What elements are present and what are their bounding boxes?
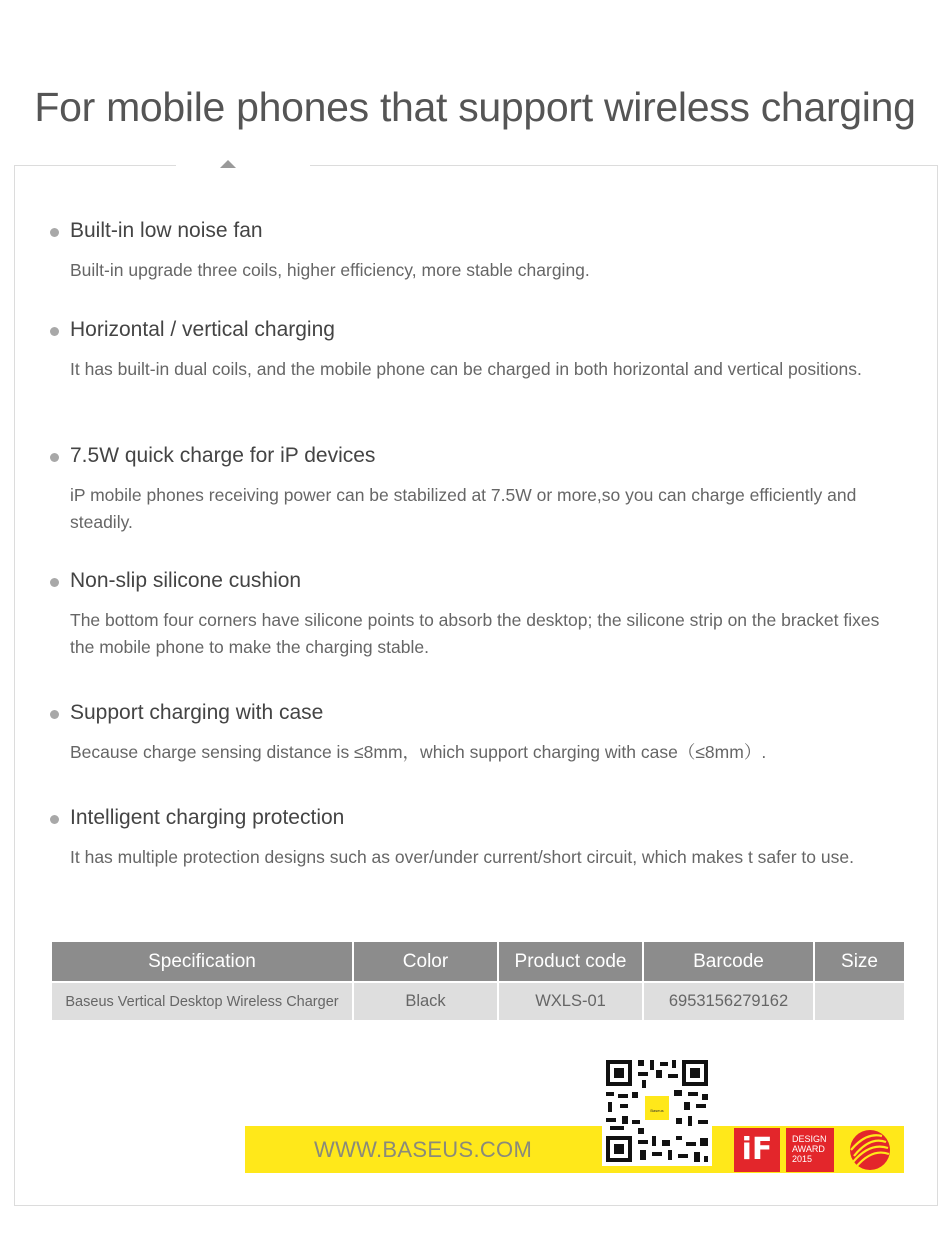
bullet-dot-icon xyxy=(50,710,59,719)
feature-title: 7.5W quick charge for iP devices xyxy=(70,444,376,467)
reddot-award-icon xyxy=(848,1128,892,1172)
table-header-cell: Product code xyxy=(498,941,643,982)
award-line: DESIGN xyxy=(792,1134,827,1144)
table-header-cell: Barcode xyxy=(643,941,814,982)
feature-title: Horizontal / vertical charging xyxy=(70,318,335,341)
page-headline: For mobile phones that support wireless charging xyxy=(34,84,916,130)
table-cell: Baseus Vertical Desktop Wireless Charger xyxy=(51,982,353,1021)
bullet-dot-icon xyxy=(50,327,59,336)
award-line: AWARD xyxy=(792,1144,825,1154)
design-award-badge xyxy=(786,1128,834,1172)
frame-notch xyxy=(176,164,310,168)
table-cell: Black xyxy=(353,982,498,1021)
table-cell: WXLS-01 xyxy=(498,982,643,1021)
bullet-dot-icon xyxy=(50,228,59,237)
award-line: 2015 xyxy=(792,1154,813,1164)
table-header-cell: Color xyxy=(353,941,498,982)
feature-title: Non-slip silicone cushion xyxy=(70,569,302,592)
table-header-cell: Size xyxy=(814,941,905,982)
pointer-triangle-icon xyxy=(220,160,236,168)
table-cell xyxy=(814,982,905,1021)
bullet-dot-icon xyxy=(50,453,59,462)
feature-description: iP mobile phones receiving power can be stabilized at 7.5W or more,so you can charge efficiently and steadily. xyxy=(70,485,857,532)
feature-description: Because charge sensing distance is ≤8mm，which support charging with case（≤8mm）. xyxy=(70,742,767,762)
table-row xyxy=(51,982,905,1021)
feature-description: It has multiple protection designs such as over/under current/short circuit, which makes t safer to use. xyxy=(70,847,854,867)
bullet-dot-icon xyxy=(50,578,59,587)
table-header-cell: Specification xyxy=(51,941,353,982)
feature-title: Intelligent charging protection xyxy=(70,806,345,829)
spec-table xyxy=(50,940,906,1022)
feature-title: Built-in low noise fan xyxy=(70,219,263,242)
bullet-dot-icon xyxy=(50,815,59,824)
feature-description: Built-in upgrade three coils, higher efficiency, more stable charging. xyxy=(70,260,590,280)
feature-description: The bottom four corners have silicone points to absorb the desktop; the silicone strip on the bracket fixes the mobile phone to make the charging stable. xyxy=(70,610,880,657)
qr-code-icon xyxy=(602,1056,712,1166)
if-logo-icon: iF xyxy=(734,1128,780,1172)
feature-description: It has built-in dual coils, and the mobile phone can be charged in both horizontal and vertical positions. xyxy=(70,359,862,379)
feature-title: Support charging with case xyxy=(70,701,324,724)
table-cell: 6953156279162 xyxy=(643,982,814,1021)
website-link[interactable]: WWW.BASEUS.COM xyxy=(314,1137,533,1162)
table-header-row xyxy=(51,941,905,982)
qr-label: Baseus xyxy=(650,1108,664,1113)
